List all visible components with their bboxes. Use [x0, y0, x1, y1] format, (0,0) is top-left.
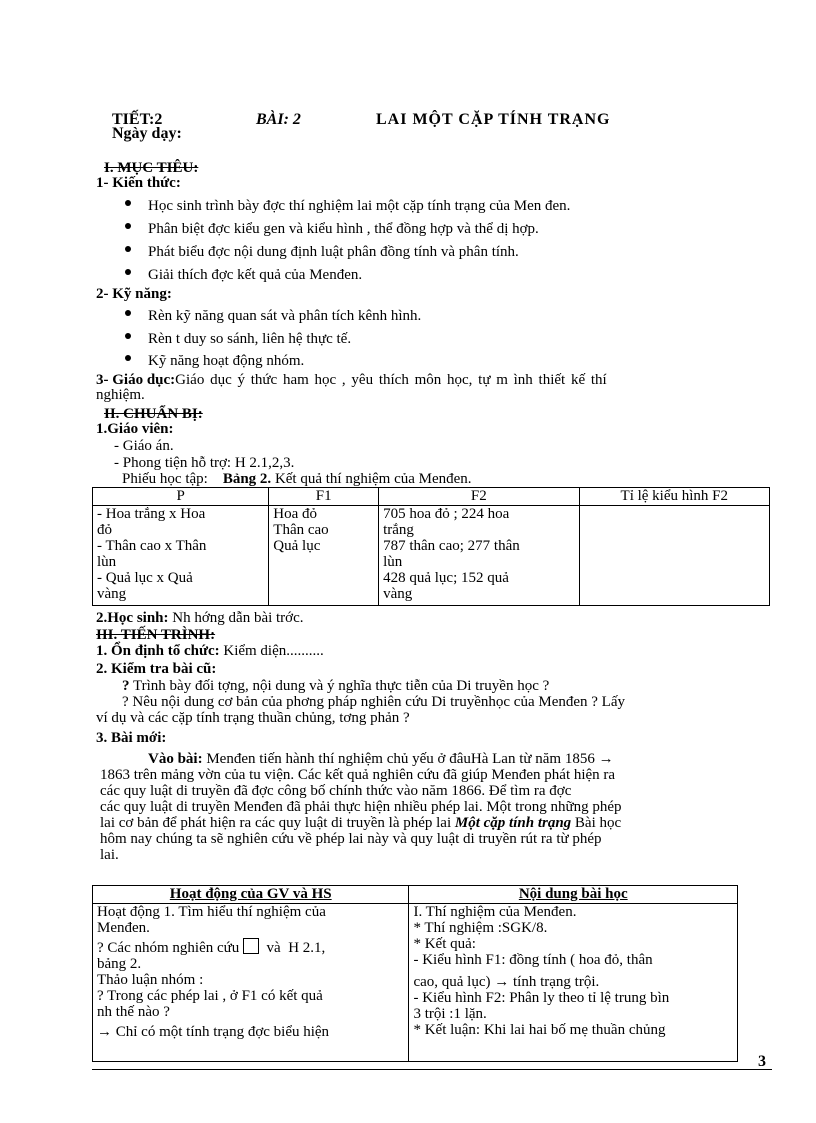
lesson-title: LAI MỘT CẶP TÍNH TRẠNG	[376, 111, 611, 128]
f2-line: vàng	[383, 586, 413, 602]
skill-item: Kỹ năng hoạt động nhóm.	[148, 353, 305, 369]
organization-text: Kiểm diện..........	[223, 643, 324, 659]
old-lesson-check-heading: 2. Kiểm tra bài cũ:	[96, 661, 217, 677]
activity-line: Menđen.	[97, 920, 150, 936]
col-header-f2: F2	[379, 488, 579, 506]
organization-label: 1. Ổn định tổ chức:	[96, 643, 220, 659]
content-line: - Kiểu hình F1: đồng tính ( hoa đỏ, thân	[413, 952, 653, 968]
education-text: Giáo dục ý thức ham học , yêu thích môn học, tự m ình thiết kế thí	[175, 372, 607, 388]
education-paragraph	[96, 373, 770, 388]
intro-line: hôm nay chúng ta sẽ nghiên cứu về phép lai này và quy luật di truyền rút ra từ phép	[100, 831, 602, 847]
footer-rule	[92, 1069, 772, 1070]
review-question-text: Trình bày đối tợng, nội dung và ý nghĩa thực tiễn của Di truyền học ?	[132, 678, 550, 694]
bullet-icon	[125, 355, 131, 361]
bullet-icon	[125, 269, 131, 275]
f1-line: Quả lục	[273, 538, 321, 554]
p-line: lùn	[97, 554, 117, 570]
content-line: I. Thí nghiệm của Menđen.	[413, 904, 577, 920]
activity-line: Hoạt động 1. Tìm hiểu thí nghiệm của	[97, 904, 326, 920]
p-line: vàng	[97, 586, 127, 602]
p-line: đỏ	[97, 522, 112, 538]
table-label: Bảng 2.	[222, 471, 272, 487]
f1-cell	[269, 506, 379, 606]
activity-line: ? Trong các phép lai , ở F1 có kết quả	[97, 988, 323, 1004]
section-objectives-heading: I. MỤC TIÊU:	[104, 160, 199, 176]
bullet-icon	[125, 310, 131, 316]
bullet-icon	[125, 333, 131, 339]
activity-text: ? Các nhóm nghiên cứu	[97, 940, 240, 956]
activity-cell	[93, 904, 409, 1062]
f2-line: lùn	[383, 554, 403, 570]
teacher-item: - Giáo án.	[114, 438, 174, 454]
content-line: - Kiểu hình F2: Phân ly theo tỉ lệ trung bìn	[413, 990, 670, 1006]
f2-line: 705 hoa đỏ ; 224 hoa	[383, 506, 510, 522]
ratio-cell	[579, 506, 769, 606]
f2-cell	[379, 506, 579, 606]
p-cell	[93, 506, 269, 606]
organization-line	[96, 644, 324, 659]
review-question-cont: ví dụ và các cặp tính trạng thuần chủng, tơng phản ?	[96, 710, 410, 726]
skill-item: Rèn kỹ năng quan sát và phân tích kênh hình.	[148, 308, 422, 324]
content-line: * Kết quả:	[413, 936, 476, 952]
teacher-item: - Phong tiện hỗ trợ: H 2.1,2,3.	[114, 455, 295, 471]
education-text-cont: nghiệm.	[96, 387, 145, 403]
knowledge-item: Phân biệt đợc kiểu gen và kiểu hình , thể đồng hợp và thể dị hợp.	[148, 221, 539, 237]
content-cell	[409, 904, 738, 1062]
activity-text: H 2.1,	[288, 940, 326, 956]
intro-line: 1863 trên mảng vờn của tu viện. Các kết quả nghiên cứu đã giúp Menđen phát hiện ra	[100, 767, 616, 783]
student-text: Nh hớng dẫn bài trớc.	[172, 610, 304, 626]
content-line: * Thí nghiệm :SGK/8.	[413, 920, 548, 936]
activity-table	[92, 885, 738, 1062]
activity-text: và	[266, 940, 281, 956]
intro-text: Menđen tiến hành thí nghiệm chủ yếu ở đâuHà Lan từ năm 1856 →	[206, 751, 614, 767]
skills-heading: 2- Kỹ năng:	[96, 286, 172, 302]
p-line: - Quả lục x Quả	[97, 570, 193, 586]
student-line	[96, 611, 304, 626]
knowledge-item: Phát biểu đợc nội dung định luật phân đồng tính và phân tính.	[148, 244, 519, 260]
teacher-item-text: Phong tiện hỗ trợ: H 2.1,2,3.	[122, 455, 295, 471]
intro-line: các quy luật di truyền đã đợc công bố chính thức vào năm 1866. Để tìm ra đợc	[100, 783, 572, 799]
review-question: ? Trình bày đối tợng, nội dung và ý nghĩa thực tiễn của Di truyền học ?	[122, 678, 550, 694]
col-header-f1: F1	[269, 488, 379, 506]
col-header-p: P	[93, 488, 269, 506]
activity-line: bảng 2.	[97, 956, 142, 972]
f2-line: 787 thân cao; 277 thân	[383, 538, 520, 554]
teaching-date: Ngày dạy:	[112, 125, 182, 142]
intro-text: Bài học	[571, 815, 622, 831]
section-procedure-heading: III. TIẾN TRÌNH:	[96, 627, 216, 643]
f2-line: trắng	[383, 522, 414, 538]
p-line: - Hoa trắng x Hoa	[97, 506, 206, 522]
student-label: 2.Học sinh:	[96, 610, 169, 626]
f1-line: Thân cao	[273, 522, 329, 538]
content-line: * Kết luận: Khi lai hai bố mẹ thuần chủng	[413, 1022, 666, 1038]
activity-line: Thảo luận nhóm :	[97, 972, 204, 988]
new-lesson-heading: 3. Bài mới:	[96, 730, 167, 746]
results-table	[92, 487, 770, 606]
review-question: ? Nêu nội dung cơ bản của phơng pháp nghiên cứu Di truyềnhọc của Menđen ? Lấy	[122, 694, 626, 710]
content-line: 3 trội :1 lặn.	[413, 1006, 487, 1022]
intro-line: lai.	[100, 847, 119, 863]
intro-text: lai cơ bản để phát hiện ra các quy luật di truyền là phép lai	[100, 815, 455, 831]
activity-col-header: Hoạt động của GV và HS	[93, 886, 409, 904]
education-label: 3- Giáo dục:	[96, 372, 176, 388]
knowledge-item: Giải thích đợc kết quả của Menđen.	[148, 267, 363, 283]
intro-emphasis: Một cặp tính trạng	[454, 815, 572, 831]
knowledge-heading: 1- Kiến thức:	[96, 175, 181, 191]
teacher-item-text: Giáo án.	[122, 438, 174, 454]
content-line: cao, quả lục) → tính trạng trội.	[413, 974, 600, 990]
intro-label: Vào bài:	[148, 751, 203, 767]
content-col-header: Nội dung bài học	[409, 886, 738, 904]
intro-line: các quy luật di truyền Menđen đã phải thực hiện nhiều phép lai. Một trong những phép	[100, 799, 622, 815]
worksheet-label: Phiếu học tập:	[122, 471, 208, 487]
worksheet-line	[122, 472, 472, 487]
intro-line	[148, 752, 614, 767]
table-caption: Kết quả thí nghiệm của Menđen.	[274, 471, 472, 487]
bullet-icon	[125, 223, 131, 229]
f2-line: 428 quả lục; 152 quả	[383, 570, 509, 586]
placeholder-box-icon	[243, 938, 259, 954]
section-preparation-heading: II. CHUẨN BỊ:	[104, 406, 203, 422]
teacher-heading: 1.Giáo viên:	[96, 421, 174, 437]
knowledge-item: Học sinh trình bày đợc thí nghiệm lai một cặp tính trạng của Men đen.	[148, 198, 571, 214]
lesson-number: BÀI: 2	[256, 111, 301, 128]
intro-line	[100, 816, 621, 831]
bullet-icon	[125, 246, 131, 252]
col-header-ratio: Tỉ lệ kiểu hình F2	[579, 488, 769, 506]
bullet-icon	[125, 200, 131, 206]
activity-line	[97, 938, 404, 956]
p-line: - Thân cao x Thân	[97, 538, 207, 554]
f1-line: Hoa đỏ	[273, 506, 318, 522]
activity-line: → Chỉ có một tính trạng đợc biểu hiện	[97, 1024, 330, 1040]
page-number: 3	[758, 1053, 766, 1070]
skill-item: Rèn t duy so sánh, liên hệ thực tế.	[148, 331, 352, 347]
lesson-period: TIẾT:2	[112, 111, 163, 128]
activity-line: nh thế nào ?	[97, 1004, 170, 1020]
